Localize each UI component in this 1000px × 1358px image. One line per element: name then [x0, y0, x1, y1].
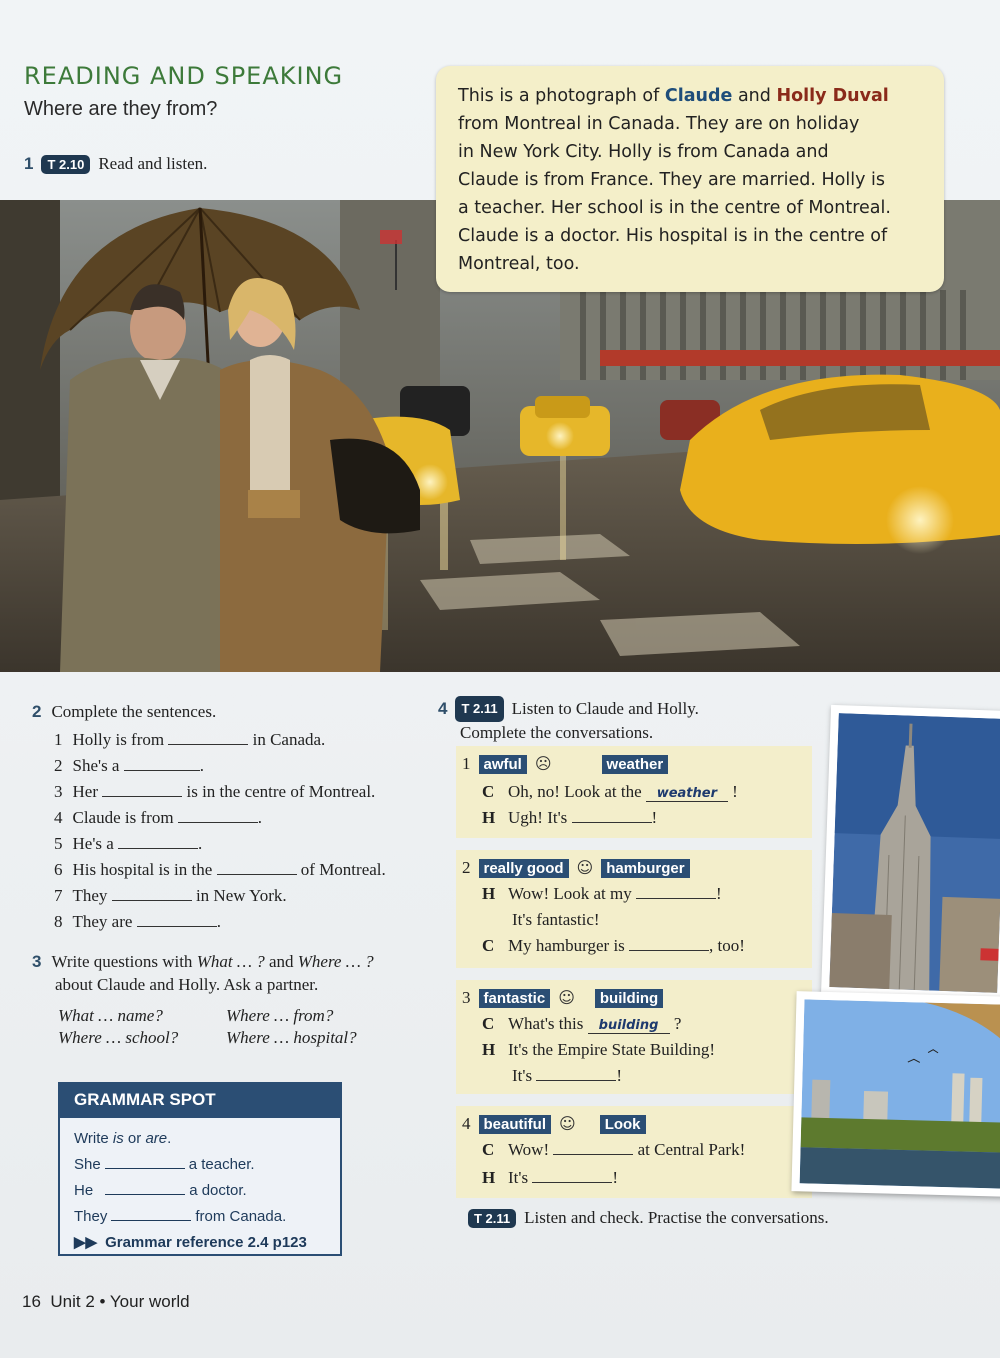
exercise-instruction-2: Complete the conversations. [460, 723, 654, 742]
smiley-face-icon: ☺ [576, 858, 594, 877]
exercise-number: 1 [24, 154, 34, 173]
conversation-box-1 [456, 746, 812, 838]
conversation-box-4 [456, 1106, 812, 1198]
answer-blank[interactable] [532, 1169, 612, 1183]
exercise-instruction-2: about Claude and Holly. Ask a partner. [55, 975, 319, 994]
grammar-instruction: Write is or are. [74, 1130, 172, 1147]
noun-chip: Look [600, 1115, 646, 1134]
footer-bullet: • [99, 1292, 106, 1311]
exercise-1 [24, 154, 207, 174]
exercise-instruction: Complete the sentences. [51, 702, 217, 721]
adjective-chip: awful [479, 755, 527, 774]
list-item: 7 They in New York. [54, 886, 287, 905]
unit-label: Unit 2 [50, 1292, 95, 1311]
adjective-chip: really good [479, 859, 569, 878]
exercise-4-heading [438, 696, 758, 744]
exercise-instruction: Listen to Claude and Holly. [511, 699, 699, 718]
grammar-spot-title: GRAMMAR SPOT [60, 1084, 340, 1118]
page-number: 16 [22, 1292, 41, 1311]
list-item: 3 Her is in the centre of Montreal. [54, 782, 376, 801]
central-park-image [800, 999, 1000, 1188]
audio-track-badge[interactable]: T 2.10 [41, 155, 90, 174]
double-arrow-icon: ▶▶ [74, 1234, 98, 1251]
empire-state-building-image [829, 713, 1000, 993]
reading-line: Montreal, too. [458, 254, 580, 274]
answer-blank[interactable] [112, 887, 192, 901]
dialogue-line: It's fantastic! [512, 910, 600, 929]
reading-line: a teacher. Her school is in the centre of Montreal. [458, 198, 891, 218]
answer-filled[interactable]: weather [646, 786, 728, 802]
listen-and-check [468, 1208, 829, 1228]
answer-blank[interactable] [636, 885, 716, 899]
question-prompt: Where … hospital? [226, 1028, 357, 1047]
smiley-face-icon: ☺ [558, 988, 575, 1007]
dialogue-line: It's ! [512, 1066, 622, 1085]
name-holly: Holly Duval [776, 86, 889, 106]
dialogue-line: H Ugh! It's ! [482, 808, 658, 827]
answer-blank[interactable] [572, 809, 652, 823]
conversation-box-2 [456, 850, 812, 968]
adjective-chip: beautiful [479, 1115, 552, 1134]
sad-face-icon: ☹ [534, 754, 552, 773]
exercise-number: 3 [32, 952, 42, 971]
answer-blank[interactable] [102, 783, 182, 797]
list-item: 6 His hospital is in the of Montreal. [54, 860, 386, 879]
question-prompt: Where … school? [58, 1028, 179, 1047]
answer-filled[interactable]: building [588, 1018, 670, 1034]
section-subtitle: Where are they from? [24, 98, 218, 120]
exercise-number: 4 [438, 699, 448, 718]
answer-blank[interactable] [217, 861, 297, 875]
list-item: 4 Claude is from . [54, 808, 263, 827]
reading-line: Claude is a doctor. His hospital is in the centre of [458, 226, 888, 246]
answer-blank[interactable] [118, 835, 198, 849]
unit-topic: Your world [109, 1292, 190, 1311]
dialogue-line: C What's this building ? [482, 1014, 682, 1033]
list-item: 8 They are . [54, 912, 221, 931]
conversation-cue: 1 awful ☹ weather [462, 754, 668, 774]
dialogue-line: C Oh, no! Look at the weather ! [482, 782, 738, 801]
question-prompt: Where … from? [226, 1006, 334, 1025]
dialogue-line: C My hamburger is , too! [482, 936, 745, 955]
conversation-cue: 3 fantastic ☺ building [462, 988, 663, 1008]
answer-blank[interactable] [536, 1067, 616, 1081]
exercise-instruction: Write questions with What … ? and Where … ? [51, 952, 374, 971]
name-claude: Claude [664, 86, 733, 106]
central-park-photo [791, 991, 1000, 1197]
answer-blank[interactable] [168, 731, 248, 745]
dialogue-line: H It's the Empire State Building! [482, 1040, 716, 1059]
grammar-row: He a doctor. [74, 1182, 247, 1199]
smiley-face-icon: ☺ [559, 1114, 576, 1133]
dialogue-line: H Wow! Look at my ! [482, 884, 722, 903]
audio-track-badge[interactable]: T 2.11 [468, 1209, 516, 1228]
exercise-number: 2 [32, 702, 42, 721]
answer-blank[interactable] [629, 937, 709, 951]
reading-line: in New York City. Holly is from Canada and [458, 142, 829, 162]
answer-blank[interactable] [105, 1181, 185, 1195]
audio-track-badge[interactable]: T 2.11 [455, 696, 503, 722]
conversation-cue: 4 beautiful ☺ Look [462, 1114, 646, 1134]
empire-state-photo [821, 705, 1000, 1001]
exercise-instruction: Listen and check. Practise the conversations. [524, 1208, 829, 1227]
answer-blank[interactable] [553, 1141, 633, 1155]
list-item: 1 Holly is from in Canada. [54, 730, 326, 749]
grammar-row: They from Canada. [74, 1208, 287, 1225]
reading-line: Claude is from France. They are married. Holly is [458, 170, 886, 190]
answer-blank[interactable] [105, 1155, 185, 1169]
grammar-reference-link[interactable]: ▶▶ Grammar reference 2.4 p123 [74, 1230, 326, 1256]
question-prompt: What … name? [58, 1006, 163, 1025]
exercise-instruction: Read and listen. [98, 154, 208, 173]
section-title: READING AND SPEAKING [24, 62, 344, 90]
dialogue-line: C Wow! at Central Park! [482, 1140, 746, 1159]
answer-blank[interactable] [111, 1207, 191, 1221]
reading-line: This is a photograph of Claude and Holly Duval [458, 86, 889, 106]
noun-chip: weather [602, 755, 669, 774]
page-footer [22, 1292, 190, 1312]
reading-text-box [436, 66, 944, 292]
answer-blank[interactable] [137, 913, 217, 927]
list-item: 5 He's a . [54, 834, 203, 853]
answer-blank[interactable] [124, 757, 200, 771]
grammar-row: She a teacher. [74, 1156, 255, 1173]
grammar-spot-box [58, 1082, 342, 1256]
conversation-box-3 [456, 980, 812, 1094]
noun-chip: hamburger [601, 859, 689, 878]
conversation-cue: 2 really good ☺ hamburger [462, 858, 690, 878]
list-item: 2 She's a . [54, 756, 204, 775]
exercise-2-heading [32, 702, 216, 722]
dialogue-line: H It's ! [482, 1168, 618, 1187]
exercise-3 [32, 950, 422, 996]
adjective-chip: fantastic [479, 989, 551, 1008]
reading-line: from Montreal in Canada. They are on holiday [458, 114, 860, 134]
noun-chip: building [595, 989, 663, 1008]
answer-blank[interactable] [178, 809, 258, 823]
